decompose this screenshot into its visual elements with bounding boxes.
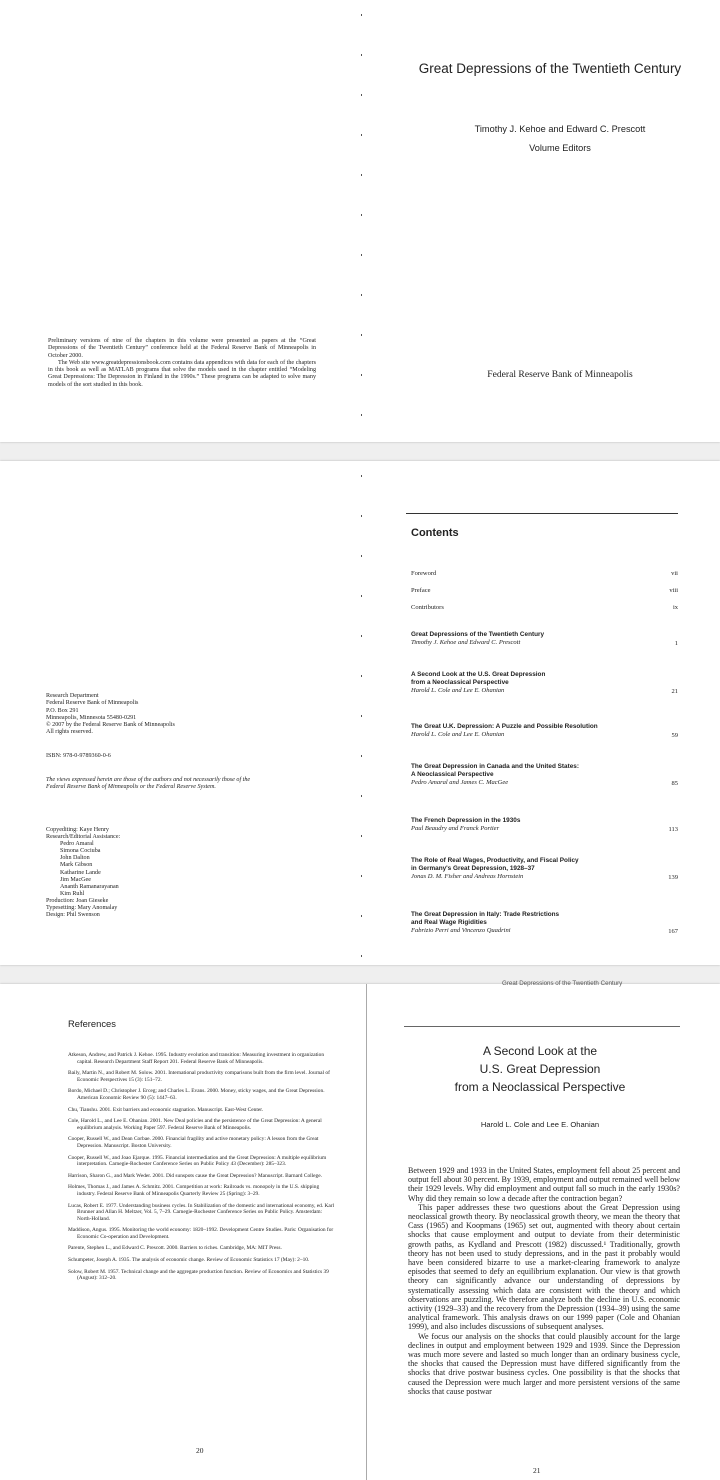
reference-entry: Atkeson, Andrew, and Patrick J. Kehoe. 1995. Industry evolution and transition: Measuring investment in organization capital. Research Department Staff Report 201. Federal Reserve Bank of Minneapolis. — [68, 1052, 325, 1065]
gutter-line — [361, 461, 362, 965]
book-title: Great Depressions of the Twentieth Century — [418, 61, 682, 76]
credit-line: Production: Joan Gieseke — [46, 897, 109, 904]
reference-entry: Baily, Martin N., and Robert M. Solow. 2001. International productivity comparisons built from the firm level. Journal of Economic Perspectives 15 (3): 151–72. — [68, 1070, 330, 1083]
address-line: © 2007 by the Federal Reserve Bank of Minneapolis — [46, 722, 175, 729]
reference-entry: Bordo, Michael D.; Christopher J. Erceg; and Charles L. Evans. 2000. Money, sticky wages, and the Great Depression. American Economic Review 90 (5): 1447–63. — [68, 1088, 325, 1101]
reference-entry: Harrison, Sharon G., and Mark Weder. 2001. Did sunspots cause the Great Depression? Manuscript. Barnard College. — [68, 1172, 322, 1179]
spread-title-pages — [0, 0, 720, 442]
credit-line: Typesetting: Mary Anomalay — [46, 905, 118, 912]
contents-heading: Contents — [411, 527, 459, 539]
address-line: P.O. Box 291 — [46, 707, 79, 714]
toc-page-number: 113 — [668, 826, 678, 833]
toc-label: Contributors — [411, 604, 444, 611]
disclaimer: The views expressed herein are those of the authors and not necessarily those of the Federal Reserve Bank of Minneapolis or the Federal Reserve System. — [46, 777, 251, 791]
reference-entry: Maddison, Angus. 1995. Monitoring the world economy: 1820–1992. Development Centre Studies. Paris: Organisation for Economic Co-operation and Development. — [68, 1227, 334, 1240]
toc-chapter-item — [411, 631, 678, 647]
toc-page-number: 59 — [671, 732, 678, 739]
chapter-body — [408, 1166, 680, 1466]
body-paragraph: Between 1929 and 1933 in the United States, employment fell about 25 percent and output fell about 30 percent. By 1939, employment and output remained well below their 1929 levels. Why did employment and output fall so much in the early 1930s? Why did they remain so low a decade after the contraction began? — [408, 1166, 680, 1203]
reference-entry: Holmes, Thomas J., and James A. Schmitz. 2001. Competition at work: Railroads vs. monopoly in the U.S. shipping industry. Federal Reserve Bank of Minneapolis Quarterly Review 25 (Spring): 3–29. — [68, 1184, 320, 1197]
note-paragraph: Preliminary versions of nine of the chapters in this volume were presented as papers at the “Great Depressions of the Twentieth Century” conference held at the Federal Reserve Bank of Minneapolis in October 2000. — [48, 338, 316, 359]
toc-chapter-title: Great Depressions of the Twentieth Century — [411, 631, 545, 638]
address-line: Minneapolis, Minnesota 55480-0291 — [46, 714, 137, 721]
toc-chapter-authors: Pedro Amaral and James C. MacGee — [411, 779, 509, 786]
body-paragraph: This paper addresses these two questions about the Great Depression using neoclassical growth theory. By neoclassical growth theory, we mean the theory that Cass (1965) and Koopmans (1965) set out, augmented with theory about certain shocks that cause employment and output to deviate from their deterministic growth paths, as Kydland and Prescott (1982) discussed.¹ Traditionally, growth theory has not been used to study depressions, and in the past it probably would have been considered bizarre to use a market-clearing framework to analyze episodes that seemed to defy an equilibrium explanation. Our view is that growth theory can significantly advance our understanding of depressions by systematically assessing which data are consistent with the theory and which observations are puzzling. We therefore analyze both the decline in U.S. economic activity (1929–33) and the recovery from the Depression (1934–39) using the same analytical framework. This analysis draws on our 1999 paper (Cole and Ohanian 1999), and also includes discussions of subsequent analyses. — [408, 1202, 680, 1332]
assistant-name: Kim Ruhl — [60, 890, 85, 897]
toc-chapter-item — [411, 817, 678, 833]
toc-chapter-item — [411, 671, 678, 695]
gutter-line — [366, 984, 367, 1480]
reference-entry: Schumpeter, Joseph A. 1935. The analysis of economic change. Review of Economic Statistics 17 (May): 2–10. — [68, 1257, 310, 1264]
toc-chapter-authors: Timothy J. Kehoe and Edward C. Prescott — [411, 639, 521, 646]
assistant-name: Mark Gibson — [60, 862, 93, 869]
toc-chapter-authors: Jonas D. M. Fisher and Andreas Hornstein — [411, 873, 524, 880]
reference-entry: Chu, Tianshu. 2001. Exit barriers and economic stagnation. Manuscript. East-West Center. — [68, 1106, 264, 1113]
toc-label: Preface — [411, 587, 431, 594]
reference-list — [68, 1052, 336, 1287]
toc-chapter-title: A Second Look at the U.S. Great Depression — [411, 671, 546, 678]
toc-page-number: vii — [671, 570, 678, 577]
toc-chapter-title: and Real Wage Rigidities — [411, 919, 487, 926]
preliminary-note — [48, 338, 316, 389]
toc-chapter-authors: Fabrizio Perri and Vincenzo Quadrini — [411, 927, 511, 934]
address-block — [46, 693, 336, 737]
toc-chapter-authors: Harold L. Cole and Lee E. Ohanian — [411, 687, 505, 694]
address-line: All rights reserved. — [46, 729, 93, 736]
assistant-name: Ananth Ramanarayanan — [60, 883, 119, 890]
reference-entry: Cooper, Russell W., and Dean Corbae. 2000. Financial fragility and active monetary policy: A lesson from the Great Depression. Manuscript. Boston University. — [68, 1136, 319, 1149]
toc-front-item — [411, 604, 678, 611]
editors-role: Volume Editors — [529, 143, 591, 153]
page-number-right: 21 — [533, 1466, 541, 1475]
chapter-title-line: U.S. Great Depression — [479, 1062, 601, 1076]
reference-entry: Parente, Stephen L., and Edward C. Prescott. 2000. Barriers to riches. Cambridge, MA: MIT Press. — [68, 1245, 282, 1252]
chapter-authors: Harold L. Cole and Lee E. Ohanian — [480, 1120, 600, 1129]
chapter-title-line: A Second Look at the — [482, 1044, 598, 1058]
editors: Timothy J. Kehoe and Edward C. Prescott — [474, 124, 646, 134]
reference-entry: Cole, Harold L., and Lee E. Ohanian. 2001. New Deal policies and the persistence of the Great Depression: A general equilibrium analysis. Working Paper 597. Federal Reserve Bank of Minneapolis. — [68, 1118, 322, 1131]
credit-line: Copyediting: Kaye Henry — [46, 827, 109, 833]
spread-references-chapter — [0, 980, 720, 1480]
toc-chapter-title: The Great Depression in Italy: Trade Restrictions — [411, 911, 560, 918]
assistant-name: John Dalton — [60, 855, 90, 862]
isbn: ISBN: 978-0-9789360-0-6 — [46, 753, 111, 759]
toc-chapter-title: The Great U.K. Depression: A Puzzle and Possible Resolution — [411, 723, 598, 730]
reference-entry: Cooper, Russell W., and Joao Ejarque. 1995. Financial intermediation and the Great Depression: A multiple equilibrium interpretation. Carnegie-Rochester Conference Series on Public Policy 43 (December): 285–323. — [68, 1154, 327, 1168]
page-number-left: 20 — [196, 1446, 204, 1455]
references-heading: References — [68, 1018, 116, 1029]
credits-block — [46, 827, 266, 919]
address-line: Federal Reserve Bank of Minneapolis — [46, 700, 139, 707]
contents-rule — [406, 513, 678, 514]
toc-chapter-item — [411, 857, 678, 881]
toc-page-number: ix — [672, 604, 678, 611]
toc-chapter-title: The Great Depression in Canada and the United States: — [411, 763, 579, 770]
address-line: Research Department — [46, 693, 99, 699]
toc-page-number: 85 — [671, 780, 678, 787]
toc-chapter-title: from a Neoclassical Perspective — [411, 679, 509, 686]
gutter-line — [361, 0, 362, 442]
chapter-title-line: from a Neoclassical Perspective — [454, 1080, 626, 1094]
chapter-title — [420, 1042, 660, 1096]
assistant-name: Simona Cociuba — [60, 848, 101, 855]
assistant-name: Jim MacGee — [60, 876, 91, 883]
credit-line: Design: Phil Swenson — [46, 912, 100, 919]
note-paragraph: The Web site www.greatdepressionsbook.com contains data appendices with data for each of the chapters in this book as well as MATLAB programs that solve the models used in the chapter entitled “Modeling Great Depressions: The Depression in Finland in the 1990s.” These programs can be adapted to solve many models of the sort studied in this book. — [48, 359, 316, 388]
toc-chapter-title: in Germany's Great Depression, 1928–37 — [411, 865, 535, 872]
toc-label: Foreword — [411, 570, 437, 577]
reference-entry: Lucas, Robert E. 1977. Understanding business cycles. In Stabilization of the domestic and international economy, ed. Karl Brunner and Allan H. Meltzer, Vol. 5, 7–29. Carnegie-Rochester Conference Series on Public Policy. Amsterdam: North-Holland. — [68, 1202, 335, 1222]
toc-front-item — [411, 570, 678, 577]
toc-chapter-item — [411, 911, 678, 935]
toc-page-number: viii — [669, 587, 678, 594]
credit-line: Research/Editorial Assistance: — [46, 834, 121, 841]
toc-chapter-title: A Neoclassical Perspective — [411, 771, 494, 778]
toc-chapter-title: The Role of Real Wages, Productivity, and Fiscal Policy — [411, 857, 579, 864]
toc-chapter-authors: Harold L. Cole and Lee E. Ohanian — [411, 731, 505, 738]
toc-chapter-authors: Paul Beaudry and Franck Portier — [411, 825, 500, 832]
toc-chapter-item — [411, 723, 678, 739]
chapter-rule — [404, 1026, 680, 1027]
assistant-name: Katharine Lande — [60, 869, 101, 876]
toc-chapter-item — [411, 763, 678, 787]
spread-copyright-contents — [0, 461, 720, 965]
toc-page-number: 21 — [671, 688, 678, 695]
reference-entry: Solow, Robert M. 1957. Technical change and the aggregate production function. Review of Economics and Statistics 39 (August): 312–20. — [68, 1268, 329, 1282]
toc-front-item — [411, 587, 678, 594]
body-paragraph: We focus our analysis on the shocks that could plausibly account for the large declines in output and employment between 1929 and 1939. Since the Depression was much more severe and lasted so much longer than an ordinary business cycle, the shocks that caused the Depression must have differed significantly from the shocks that drive postwar business cycles. One possibility is that the shocks that caused the Depression were much larger and more persistent versions of the same shocks that cause postwar — [408, 1331, 680, 1396]
publisher: Federal Reserve Bank of Minneapolis — [487, 369, 633, 380]
running-head: Great Depressions of the Twentieth Century — [502, 980, 623, 987]
toc-page-number: 1 — [674, 640, 678, 647]
assistant-name: Pedro Amaral — [60, 841, 94, 848]
toc-page-number: 167 — [668, 928, 678, 935]
toc-chapter-title: The French Depression in the 1930s — [411, 817, 521, 824]
toc-page-number: 139 — [668, 874, 678, 881]
